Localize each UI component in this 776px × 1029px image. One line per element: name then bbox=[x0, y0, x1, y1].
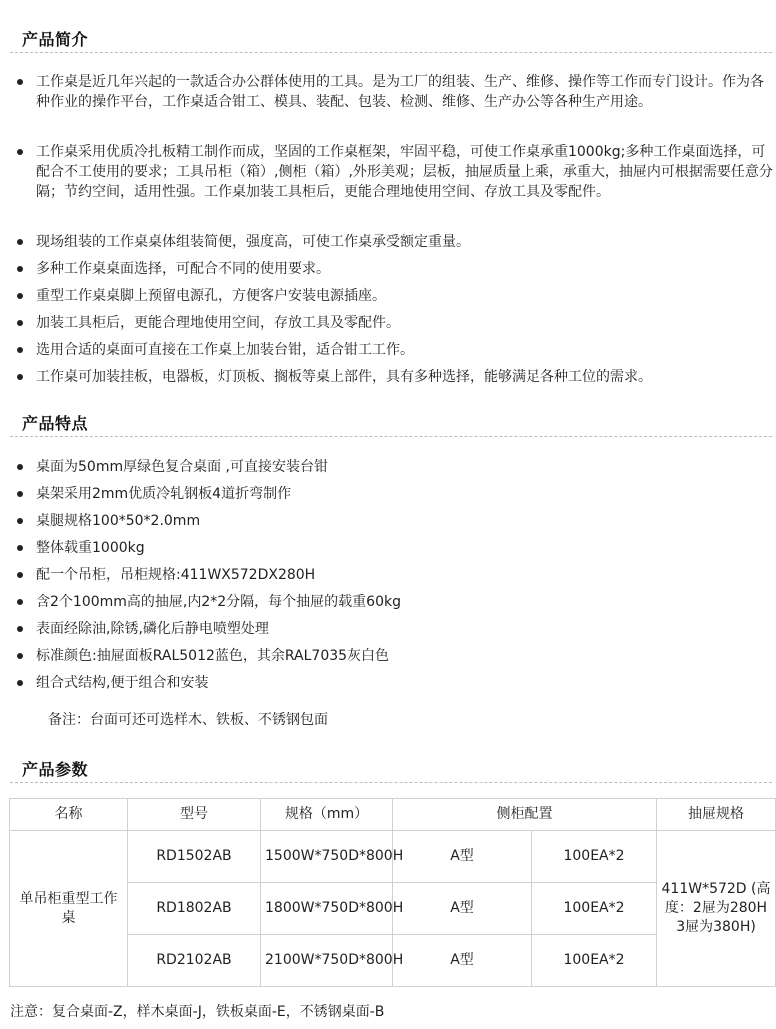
intro-divider bbox=[10, 52, 772, 53]
intro-item: 工作桌可加装挂板，电器板，灯顶板、搁板等桌上部件，具有多种选择，能够满足各种工位的需求。 bbox=[36, 367, 774, 387]
feature-item: 整体载重1000kg bbox=[36, 538, 774, 558]
features-divider bbox=[10, 436, 772, 437]
config-cell: 100EA*2 bbox=[532, 831, 657, 883]
spec-cell: 1500W*750D*800H bbox=[261, 831, 393, 883]
table-row bbox=[10, 831, 776, 883]
model-cell: RD1802AB bbox=[128, 883, 261, 935]
features-remark: 备注：台面可还可选样木、铁板、不锈钢包面 bbox=[48, 712, 328, 728]
params-note: 注意：复合桌面-Z，样木桌面-J，铁板桌面-E，不锈钢桌面-B bbox=[10, 1004, 385, 1020]
intro-item: 工作桌采用优质冷扎板精工制作而成，坚固的工作桌框架，牢固平稳，可使工作桌承重1000kg;多种工作桌面选择，可配合不工使用的要求；工具吊柜（箱）,侧柜（箱）,外形美观；层板，抽屉质量上乘，承重大，抽屉内可根据需要任意分隔；节约空间，适用性强。工作桌加装工具柜后，更能合理地使用空间、存放工具及零配件。 bbox=[36, 144, 773, 200]
intro-item: 现场组装的工作桌桌体组装简便，强度高，可使工作桌承受额定重量。 bbox=[36, 232, 774, 252]
product-name-cell: 单吊柜重型工作桌 bbox=[10, 831, 128, 987]
intro-item: 多种工作桌桌面选择，可配合不同的使用要求。 bbox=[36, 259, 774, 279]
type-cell: A型 bbox=[393, 883, 532, 935]
header-model: 型号 bbox=[128, 799, 261, 831]
feature-item: 组合式结构,便于组合和安装 bbox=[36, 673, 774, 693]
header-side-cabinet: 侧柜配置 bbox=[393, 799, 657, 831]
feature-item: 桌面为50mm厚绿色复合桌面 ,可直接安装台钳 bbox=[36, 457, 774, 477]
config-cell: 100EA*2 bbox=[532, 883, 657, 935]
feature-item: 表面经除油,除锈,磷化后静电喷塑处理 bbox=[36, 619, 774, 639]
params-table bbox=[9, 798, 776, 987]
intro-item: 工作桌是近几年兴起的一款适合办公群体使用的工具。是为工厂的组装、生产、维修、操作等工作而专门设计。作为各种作业的操作平台，工作桌适合钳工、模具、装配、包装、检测、维修、生产办公等各种生产用途。 bbox=[36, 72, 774, 112]
intro-item: 加装工具柜后，更能合理地使用空间，存放工具及零配件。 bbox=[36, 313, 774, 333]
intro-title: 产品简介 bbox=[22, 30, 89, 49]
feature-item: 标准颜色:抽屉面板RAL5012蓝色，其余RAL7035灰白色 bbox=[36, 646, 774, 666]
model-cell: RD2102AB bbox=[128, 935, 261, 987]
feature-item: 配一个吊柜，吊柜规格:411WX572DX280H bbox=[36, 565, 774, 585]
header-drawer: 抽屉规格 bbox=[657, 799, 776, 831]
intro-item: 重型工作桌桌脚上预留电源孔，方便客户安装电源插座。 bbox=[36, 286, 774, 306]
params-title: 产品参数 bbox=[22, 760, 89, 779]
config-cell: 100EA*2 bbox=[532, 935, 657, 987]
features-title: 产品特点 bbox=[22, 414, 89, 433]
header-spec: 规格（mm） bbox=[261, 799, 393, 831]
feature-item: 桌架采用2mm优质冷轧钢板4道折弯制作 bbox=[36, 484, 774, 504]
feature-item: 桌腿规格100*50*2.0mm bbox=[36, 511, 774, 531]
spec-cell: 1800W*750D*800H bbox=[261, 883, 393, 935]
spec-cell: 2100W*750D*800H bbox=[261, 935, 393, 987]
drawer-spec-cell: 411W*572D (高度：2屉为280H 3屉为380H) bbox=[657, 831, 776, 987]
table-header-row bbox=[10, 799, 776, 831]
feature-item: 含2个100mm高的抽屉,内2*2分隔，每个抽屉的载重60kg bbox=[36, 592, 774, 612]
header-name: 名称 bbox=[10, 799, 128, 831]
params-divider bbox=[10, 782, 772, 783]
type-cell: A型 bbox=[393, 935, 532, 987]
intro-item: 选用合适的桌面可直接在工作桌上加装台钳，适合钳工工作。 bbox=[36, 340, 774, 360]
type-cell: A型 bbox=[393, 831, 532, 883]
model-cell: RD1502AB bbox=[128, 831, 261, 883]
